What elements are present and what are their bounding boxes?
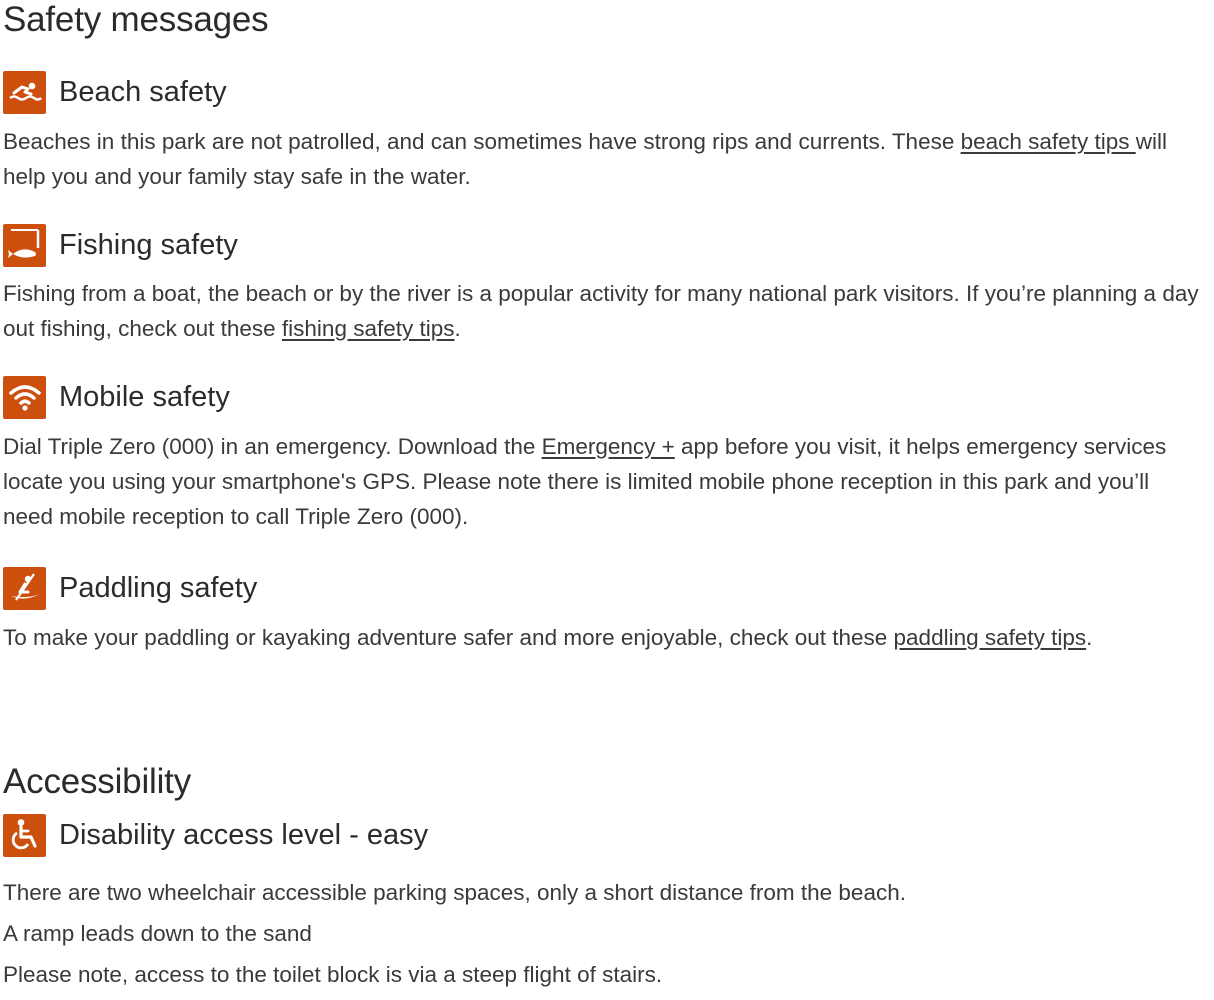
fishing-icon (3, 224, 46, 267)
wheelchair-icon (3, 814, 46, 857)
beach-safety-heading (3, 70, 227, 114)
disability-access-title: Disability access level - easy (59, 819, 429, 851)
mobile-safety-heading (3, 375, 230, 419)
accessibility-line-ramp: A ramp leads down to the sand (3, 921, 312, 946)
disability-access-heading (3, 813, 428, 857)
beach-safety-text: Beaches in this park are not patrolled, and can sometimes have strong rips and currents. These beach safety tips will help you and your family stay safe in the water. (3, 129, 1167, 189)
accessibility-heading: Accessibility (3, 762, 192, 801)
accessibility-line-toilet: Please note, access to the toilet block is via a steep flight of stairs. (3, 962, 663, 987)
mobile-safety-title: Mobile safety (59, 381, 230, 413)
paddling-safety-heading (3, 566, 257, 610)
kayak-icon (3, 567, 46, 610)
paddling-safety-title: Paddling safety (59, 572, 258, 604)
fishing-safety-title: Fishing safety (59, 229, 238, 261)
safety-messages-heading: Safety messages (3, 0, 269, 39)
fishing-safety-heading (3, 223, 238, 267)
paddling-safety-text: To make your paddling or kayaking adventure safer and more enjoyable, check out these paddling safety tips. (3, 625, 1093, 650)
emergency-plus-link[interactable]: Emergency + (541, 434, 675, 459)
swimmer-icon (3, 71, 46, 114)
mobile-safety-text: Dial Triple Zero (000) in an emergency. Download the Emergency + app before you visit, it helps emergency services locate you using your smartphone's GPS. Please note there is limited mobile phone reception in this park and you’ll need mobile reception to call Triple Zero (000). (3, 434, 1167, 529)
beach-safety-title: Beach safety (59, 76, 227, 108)
fishing-safety-tips-link[interactable]: fishing safety tips (281, 316, 455, 341)
paddling-safety-tips-link[interactable]: paddling safety tips (893, 625, 1087, 650)
accessibility-line-parking: There are two wheelchair accessible parking spaces, only a short distance from the beach. (3, 880, 906, 905)
mobile-signal-icon (3, 376, 46, 419)
beach-safety-tips-link[interactable]: beach safety tips (960, 129, 1136, 154)
fishing-safety-text: Fishing from a boat, the beach or by the river is a popular activity for many national park visitors. If you’re planning a day out fishing, check out these fishing safety tips. (3, 281, 1199, 341)
